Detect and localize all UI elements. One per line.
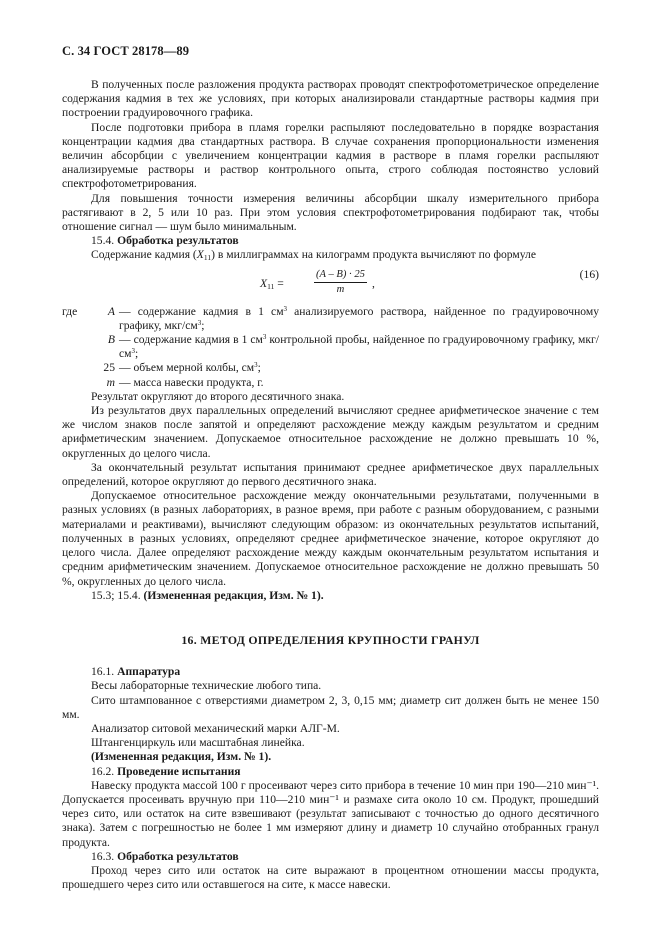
paragraph: Весы лабораторные технические любого типа. — [91, 679, 322, 693]
legend-symbol: A — [107, 304, 115, 318]
section-heading-15-4 — [62, 234, 599, 248]
paragraph: Для повышения точности измерения величины абсорбции шкалу измерительного прибора растягивают в 2, 5 или 10 раз. При этом условия спектрофотометрирования подбирают так, чтобы отношение сигнал — шум было минимальным. — [62, 191, 599, 234]
paragraph: Анализатор ситовой механический марки АЛГ-М. — [91, 721, 340, 735]
section-number: 15.4. — [91, 234, 115, 248]
legend-item — [62, 361, 599, 375]
legend-text: — содержание кадмия в 1 $см^3$ анализируемого раствора, найденное по градуировочному графику, мкг/$см^3$; — [119, 304, 599, 332]
paragraph: Допускаемое относительное расхождение между окончательными результатами, полученными в разных условиях (в разных лабораториях, в разное время, при работе с разным оборудованием, с разными материалами и реактивами), вычисляют следующим образом: из окончательных результатов испытаний, полученных в разных условиях, определяют среднее арифметическое значение, которое округляют до целого числа. Далее определяют расхождение между каждым окончательным результатом испытания и средним арифметическим значением. Допускаемое относительное расхождение не должно превышать 50 %, округленных до целого числа. — [62, 489, 599, 588]
formula-16 — [62, 265, 599, 305]
paragraph: После подготовки прибора в пламя горелки распыляют последовательно в порядке возрастания концентрации кадмия два стандартных раствора. В случае сохранения пропорциональности изменения величин абсорбции с увеличением концентрации кадмия в растворе в пламя горелки распыляют анализируемые растворы и раствор контрольного опыта, строго соблюдая постоянство условий спектрофотометрирования. — [62, 120, 599, 191]
section-title: Обработка результатов — [117, 234, 239, 248]
legend-label: где — [62, 304, 78, 318]
amendment-note: 15.3; 15.4. (Измененная редакция, Изм. № 1). — [91, 588, 324, 602]
formula-number: (16) — [579, 267, 599, 281]
legend-text: — объем мерной колбы, $см^3$; — [119, 361, 261, 375]
legend-item — [62, 305, 599, 333]
formula-denominator: m — [336, 283, 345, 295]
amendment-note: (Измененная редакция, Изм. № 1). — [91, 750, 272, 764]
paragraph: Навеску продукта массой 100 г просеивают через сито прибора в течение 10 мин при 190—210 мин⁻¹. Допускается просеивать вручную при 110—210 мин⁻¹ и размахе сита около 10 см. Продукт, прошедший через сито, или остаток на сите взвешивают (результат записывают с точностью до одного десятичного знака). Затем с погрешностью не более 1 мм измеряют длину и диаметр 10 случайно отобранных гранул продукта. — [62, 778, 599, 849]
formula-lhs: $X_{11}$ = — [260, 276, 284, 291]
section-heading-16-3: 16.3. Обработка результатов — [91, 849, 239, 863]
section-heading-16-1: 16.1. Аппаратура — [91, 665, 181, 679]
subscript: 11 — [203, 253, 212, 263]
legend-list — [62, 305, 599, 390]
paragraph: Результат округляют до второго десятичного знака. — [91, 389, 345, 403]
page-content — [62, 78, 599, 892]
formula-intro — [62, 248, 599, 262]
paragraph: Из результатов двух параллельных определений вычисляют среднее арифметическое значение с тем же числом знаков после запятой и определяют расхождение между каждым результатом и средним арифметическим значением. Допускаемое относительное расхождение не должно превышать 10 %, округленных до целого числа. — [62, 404, 599, 460]
formula-numerator: (A – B) · 25 — [314, 268, 367, 283]
legend-symbol: m — [106, 375, 115, 389]
paragraph: Сито штампованное с отверстиями диаметром 2, 3, 0,15 мм; диаметр сит должен быть не менее 150 мм. — [62, 693, 599, 721]
paragraph: За окончательный результат испытания принимают среднее арифметическое двух параллельных определений, которое округляют до первого десятичного знака. — [62, 460, 599, 489]
legend-symbol: 25 — [103, 361, 115, 375]
formula-comma: , — [372, 276, 375, 290]
text: Содержание кадмия ( — [91, 248, 197, 262]
legend-symbol: B — [107, 333, 115, 347]
text: ) в миллиграммах на килограмм продукта вычисляют по формуле — [211, 248, 536, 262]
formula-fraction — [314, 268, 367, 296]
section-16-title: 16. МЕТОД ОПРЕДЕЛЕНИЯ КРУПНОСТИ ГРАНУЛ — [181, 632, 480, 647]
legend-item — [62, 333, 599, 361]
paragraph: Проход через сито или остаток на сите выражают в процентном отношении массы продукта, прошедшего через сито или оставшегося на сите, к массе навески. — [62, 863, 599, 892]
legend-text: — масса навески продукта, г. — [119, 375, 264, 389]
paragraph: В полученных после разложения продукта растворах проводят спектрофотометрическое определение содержания кадмия в тех же условиях, при которых анализировали стандартные растворы кадмия при построении градуировочного графика. — [62, 78, 599, 120]
legend-text: — содержание кадмия в 1 $см^3$ контрольной пробы, найденное по градуировочному графику, мкг/$см^3$; — [119, 333, 599, 361]
page-header: С. 34 ГОСТ 28178—89 — [62, 44, 190, 58]
paragraph: Штангенциркуль или масштабная линейка. — [91, 736, 305, 750]
section-heading-16-2: 16.2. Проведение испытания — [91, 764, 241, 778]
legend-item — [62, 376, 599, 390]
variable: X — [196, 248, 204, 262]
